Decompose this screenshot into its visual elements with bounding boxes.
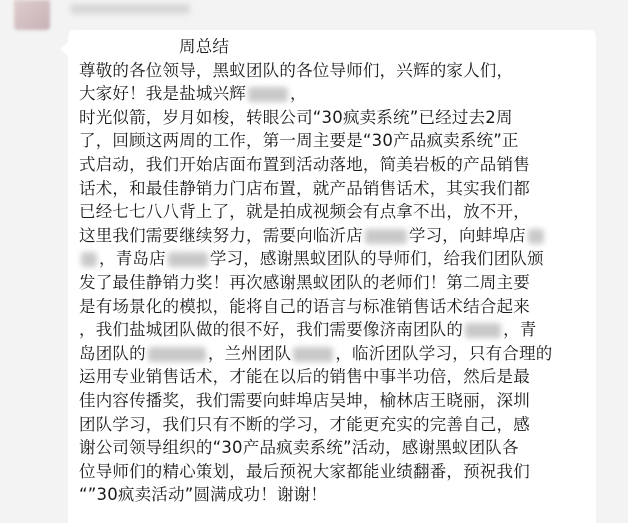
message-line: 了，回顾这两周的工作，第一周主要是“30产品疯卖系统”正 (79, 131, 519, 151)
redacted-name (148, 347, 206, 362)
message-line: ，我们盐城团队做的很不好，我们需要像济南团队的 ，青 (79, 320, 537, 340)
message-line: 佳内容传播奖，我们需要向蚌埠店吴坤，榆林店王晓丽，深圳 (79, 390, 530, 410)
bubble-arrow (60, 42, 68, 56)
message-line: 运用专业销售话术，才能在以后的销售中事半功倍，然后是最 (79, 367, 530, 387)
sender-name-redacted (70, 4, 190, 14)
message-line: 发了最佳静销力奖！再次感谢黑蚁团队的老师们！第二周主要 (79, 272, 530, 292)
message-text[interactable] (79, 35, 599, 507)
message-line: 岛团队的 ，兰州团队 ，临沂团队学习，只有合理的 (79, 343, 553, 363)
message-line: 大家好！我是盐城兴辉 ， (79, 84, 307, 104)
redacted-name (293, 347, 333, 362)
message-line: 团队学习，我们只有不断的学习，才能更充实的完善自己，感 (79, 414, 530, 434)
message-line: 式启动，我们开始店面布置到活动落地，简美岩板的产品销售 (79, 154, 530, 174)
message-line: “”30疯卖活动”圆满成功！谢谢！ (79, 485, 328, 505)
sender-avatar[interactable] (14, 0, 50, 30)
redacted-name (365, 229, 407, 244)
redacted-name (248, 87, 288, 102)
redacted-name (528, 229, 544, 244)
redacted-name (168, 252, 208, 267)
redacted-name (465, 323, 501, 338)
message-line: ，青岛店 学习，感谢黑蚁团队的导师们，给我们团队颁 (79, 247, 599, 271)
redacted-name (81, 252, 97, 267)
message-line: 时光似箭，岁月如梭，转眼公司“30疯卖系统”已经过去2周 (79, 107, 513, 127)
message-line: 是有场景化的模拟，能将自己的语言与标准销售话术结合起来 (79, 296, 530, 316)
message-line: 这里我们需要继续努力，需要向临沂店 学习，向蚌埠店 (79, 224, 599, 248)
message-line: 已经七七八八背上了，就是拍成视频会有点拿不出，放不开， (79, 202, 530, 222)
message-line: 尊敬的各位领导，黑蚁团队的各位导师们，兴辉的家人们， (79, 60, 514, 80)
message-line: 谢公司领导组织的“30产品疯卖系统”活动，感谢黑蚁团队各 (79, 438, 519, 458)
message-line: 话术，和最佳静销力门店布置，就产品销售话术，其实我们都 (79, 178, 530, 198)
message-title: 周总结 (179, 37, 230, 56)
message-line: 位导师们的精心策划，最后预祝大家都能业绩翻番，预祝我们 (79, 461, 530, 481)
